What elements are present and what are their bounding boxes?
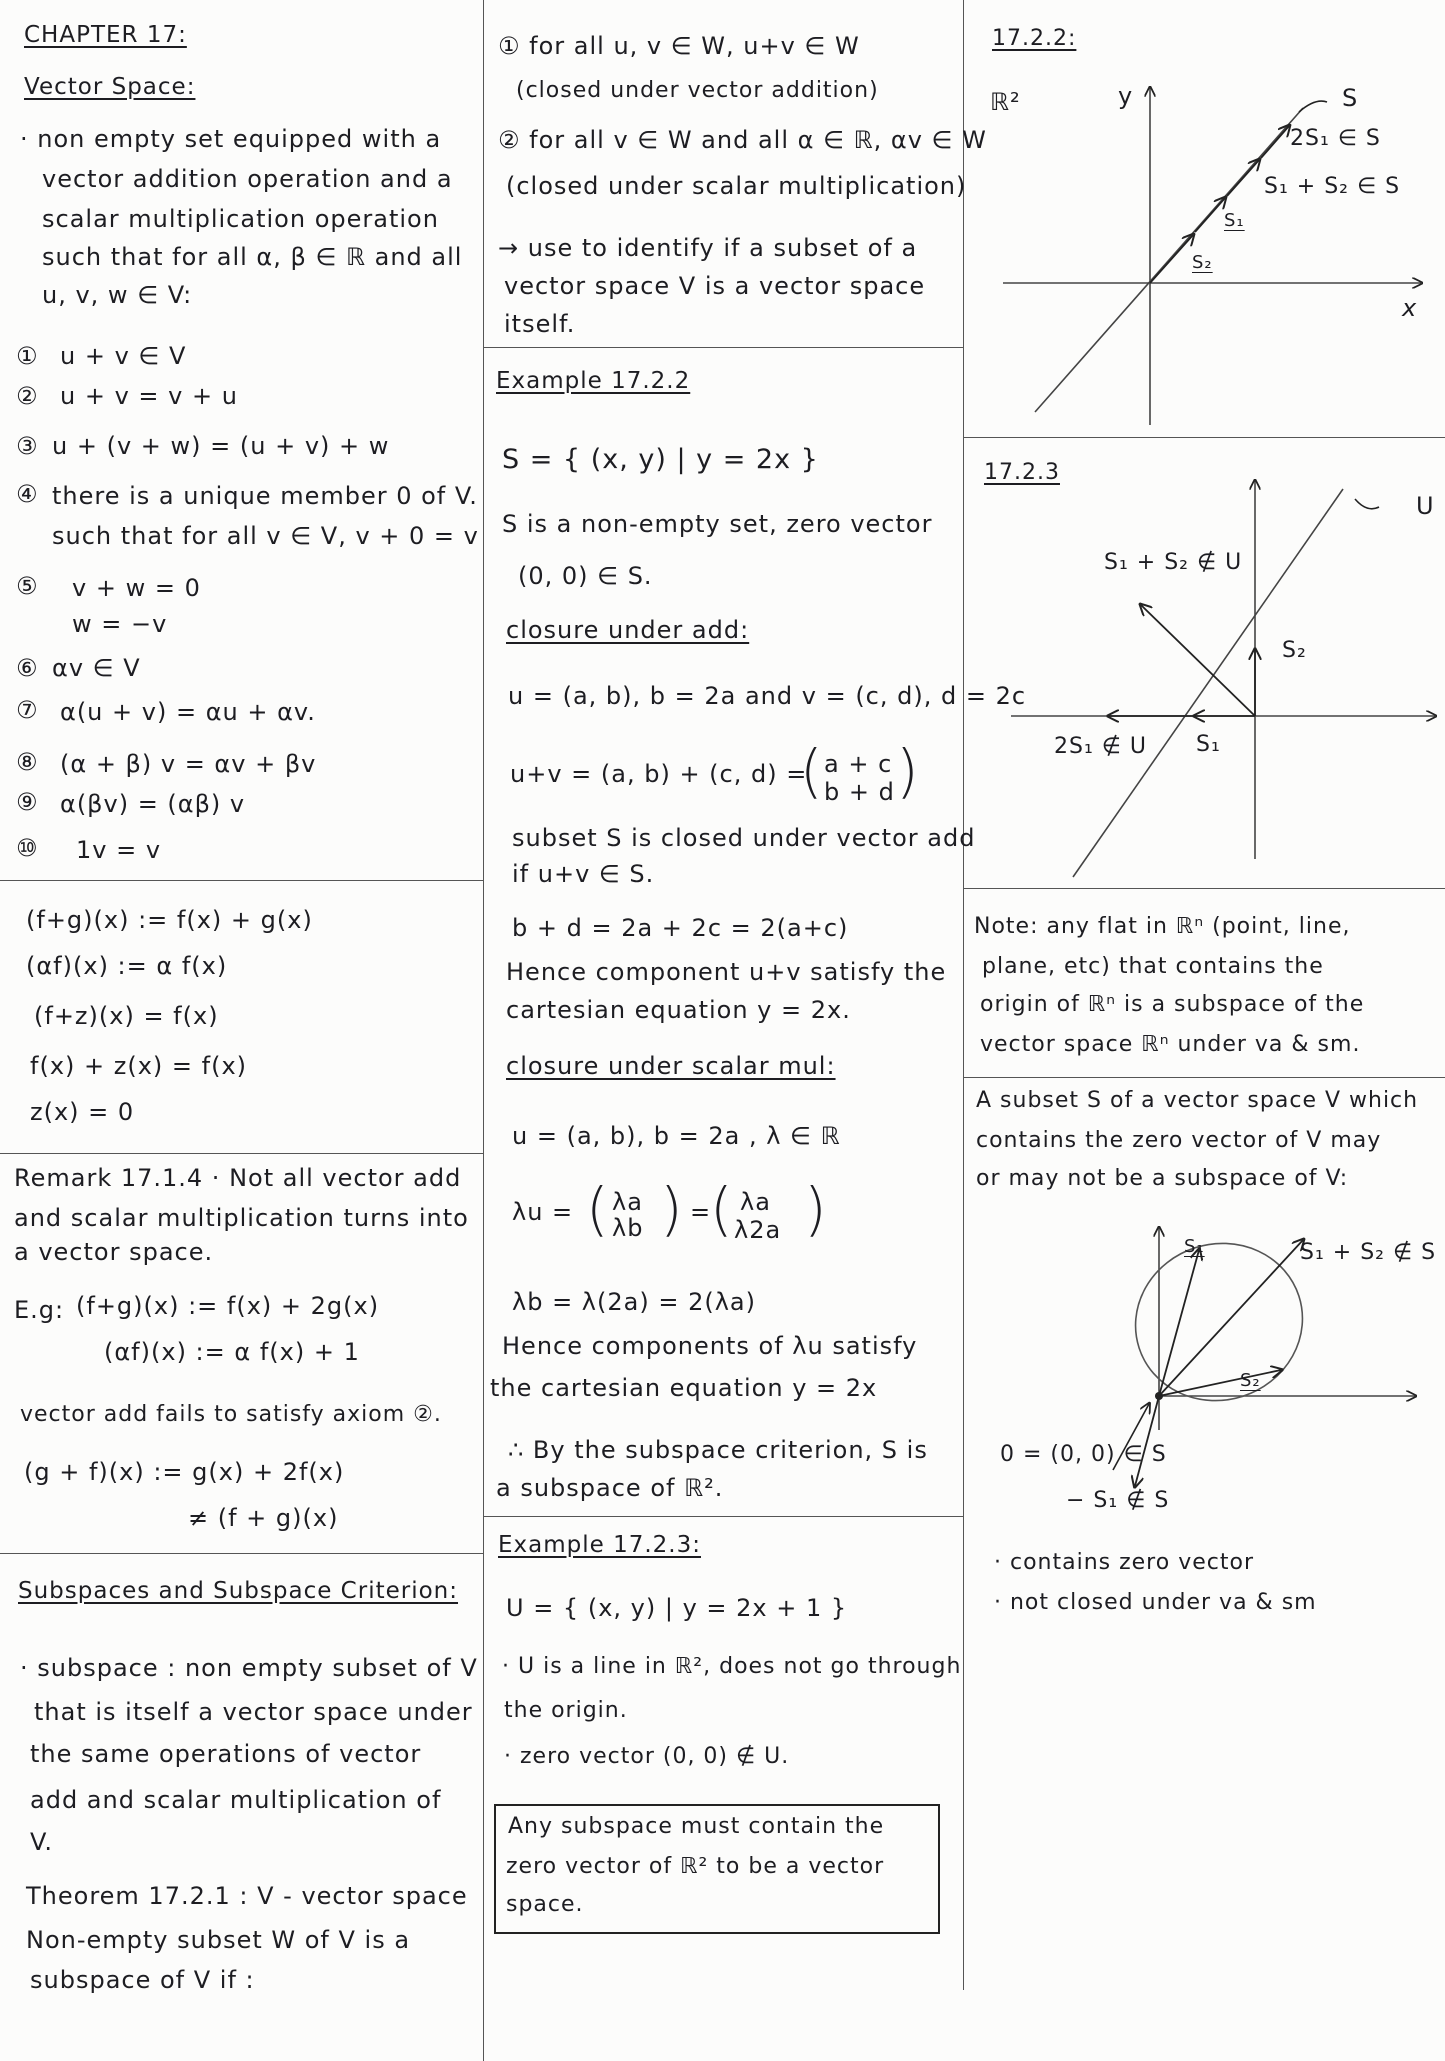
line-u: [1073, 489, 1343, 877]
example-17-2-2-title: Example 17.2.2: [496, 368, 691, 394]
col3-divider-c: [963, 1077, 1445, 1078]
col1-divider-a: [0, 880, 483, 881]
axiom-number: ①: [16, 342, 39, 370]
axiom-number: ⑨: [16, 788, 39, 816]
axiom-number: ②: [16, 382, 39, 410]
axiom-text: there is a unique member 0 of V.: [52, 482, 478, 510]
axiom-text: 1v = v: [76, 836, 162, 864]
axiom-text: u + (v + w) = (u + v) + w: [52, 432, 390, 460]
vector-neg-s1: [1135, 1396, 1159, 1486]
axiom-number: ⑧: [16, 748, 39, 776]
example-set-s: S = { (x, y) | y = 2x }: [502, 444, 819, 475]
subspace-title: Subspaces and Subspace Criterion:: [18, 1578, 459, 1604]
r2-label: ℝ²: [990, 88, 1021, 116]
vector-space-title: Vector Space:: [24, 74, 196, 100]
vector-sum: [1227, 160, 1259, 196]
axiom-number: ⑤: [16, 572, 39, 600]
col1-divider-b: [0, 1153, 483, 1154]
axiom-text: α(u + v) = αu + αv.: [60, 698, 316, 726]
axiom-number: ③: [16, 432, 39, 460]
y-axis-label: y: [1118, 82, 1134, 110]
figure-17-2-2-title: 17.2.2:: [992, 26, 1077, 51]
example-label: E.g:: [14, 1296, 65, 1324]
col3-divider-b: [963, 888, 1445, 889]
axiom-text: v + w = 0: [72, 574, 201, 602]
axiom-text: w = −v: [72, 610, 168, 638]
axiom-number: ⑥: [16, 654, 39, 682]
axiom-number: ④: [16, 480, 39, 508]
vector-s1: [1195, 198, 1225, 232]
example-set-u: U = { (x, y) | y = 2x + 1 }: [506, 1594, 848, 1622]
axiom-text: u + v ∈ V: [60, 342, 187, 370]
closure-add-title: closure under add:: [506, 616, 750, 644]
axiom-text: such that for all v ∈ V, v + 0 = v: [52, 522, 479, 550]
axiom-number: ⑩: [16, 834, 39, 862]
line-u-label: U: [1416, 492, 1435, 520]
closure-mul-title: closure under scalar mul:: [506, 1052, 836, 1080]
sum-equation: u+v = (a, b) + (c, d) =: [510, 760, 808, 788]
vector-sum: [1141, 605, 1255, 716]
vector-s2: [1159, 1370, 1281, 1396]
figure-17-2-2: [963, 0, 1445, 437]
col2-divider-b: [483, 1516, 963, 1517]
chapter-title: CHAPTER 17:: [24, 22, 187, 48]
figure-17-2-3-title: 17.2.3: [984, 460, 1060, 485]
col2-divider-a: [483, 347, 963, 348]
axiom-text: (α + β) v = αv + βv: [60, 750, 317, 778]
line-s: [1035, 108, 1303, 412]
vector-s2: [1150, 235, 1193, 283]
axiom-text: u + v = v + u: [60, 382, 238, 410]
line-s-label: S: [1342, 84, 1359, 112]
example-17-2-3-title: Example 17.2.3:: [498, 1532, 701, 1558]
axiom-text: αv ∈ V: [52, 654, 141, 682]
axiom-text: α(βv) = (αβ) v: [60, 790, 246, 818]
col1-divider-c: [0, 1553, 483, 1554]
x-axis-label: x: [1402, 294, 1418, 322]
figure-17-2-3: [963, 437, 1445, 888]
vector-2s1: [1261, 126, 1289, 158]
axiom-number: ⑦: [16, 696, 39, 724]
column-divider-1: [483, 0, 484, 2061]
scalar-equation: λu =: [512, 1198, 574, 1226]
